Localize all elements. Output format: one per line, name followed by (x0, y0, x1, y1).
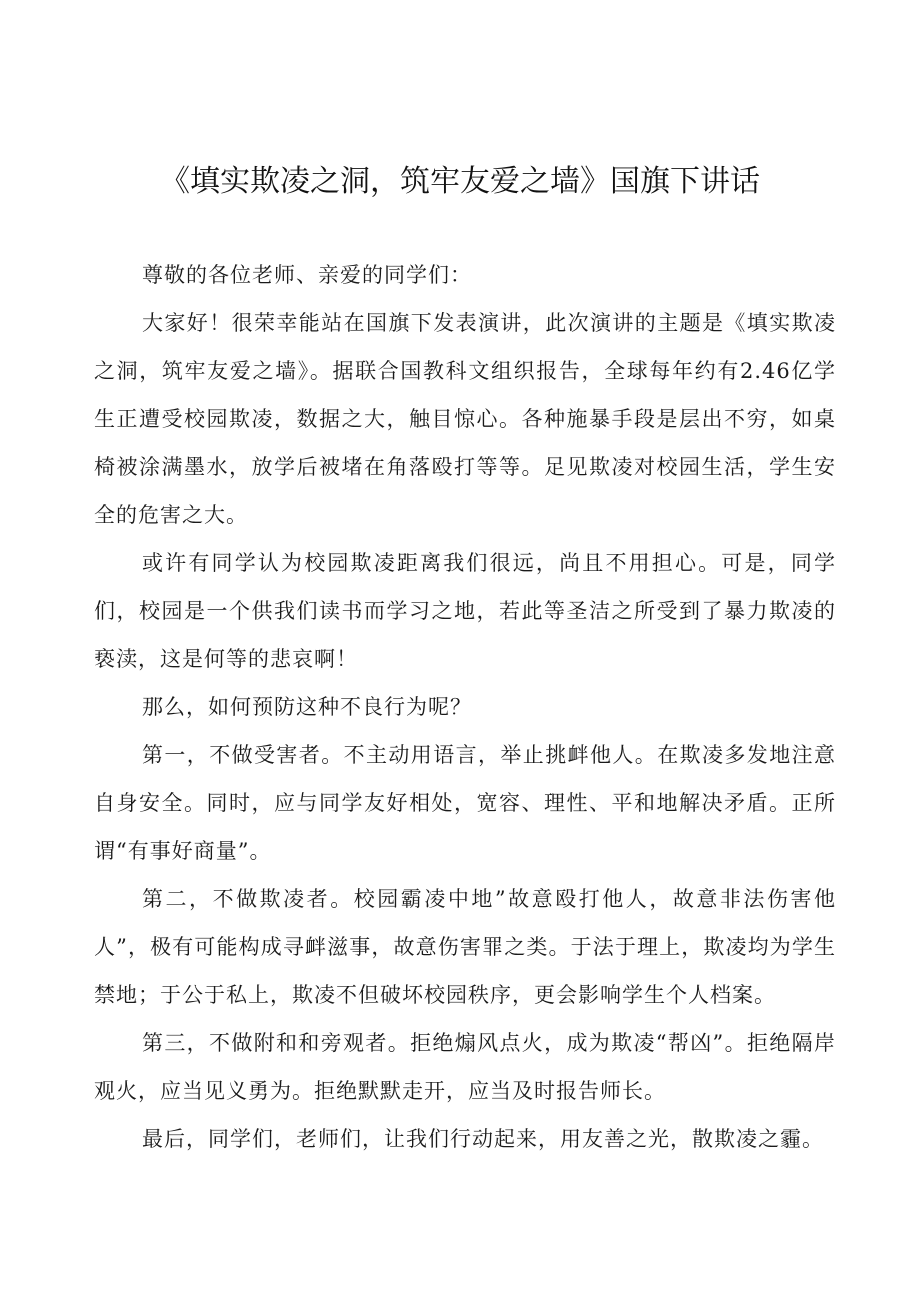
paragraph-point-one: 第一，不做受害者。不主动用语言，举止挑衅他人。在欺凌多发地注意自身安全。同时，应与同学友好相处，宽容、理性、平和地解决矛盾。正所谓“有事好商量”。 (94, 743, 836, 863)
document-title: 《填实欺凌之洞，筑牢友爱之墙》国旗下讲话 (160, 164, 760, 199)
paragraph-greeting: 尊敬的各位老师、亲爱的同学们： (142, 263, 472, 287)
paragraph-conclusion: 最后，同学们，老师们，让我们行动起来，用友善之光，散欺凌之霾。 (142, 1127, 824, 1151)
paragraph-point-two: 第二，不做欺凌者。校园霸凌中地”故意殴打他人，故意非法伤害他人”，极有可能构成寻衅滋事，故意伤害罪之类。于法于理上，欺凌均为学生禁地；于公于私上，欺凌不但破坏校园秩序，更会影响学生个人档案。 (94, 887, 836, 1007)
document-body (94, 251, 836, 1163)
paragraph-question: 那么，如何预防这种不良行为呢？ (142, 695, 472, 719)
paragraph-introduction: 大家好！很荣幸能站在国旗下发表演讲，此次演讲的主题是《填实欺凌之洞，筑牢友爱之墙》。据联合国教科文组织报告，全球每年约有2.46亿学生正遭受校园欺凌，数据之大，触目惊心。各种施暴手段是层出不穷，如桌椅被涂满墨水，放学后被堵在角落殴打等等。足见欺凌对校园生活，学生安全的危害之大。 (94, 311, 836, 527)
paragraph-point-three: 第三，不做附和和旁观者。拒绝煽风点火，成为欺凌“帮凶”。拒绝隔岸观火，应当见义勇为。拒绝默默走开，应当及时报告师长。 (94, 1031, 836, 1103)
paragraph-concern: 或许有同学认为校园欺凌距离我们很远，尚且不用担心。可是，同学们，校园是一个供我们读书而学习之地，若此等圣洁之所受到了暴力欺凌的亵渎，这是何等的悲哀啊！ (94, 551, 836, 671)
